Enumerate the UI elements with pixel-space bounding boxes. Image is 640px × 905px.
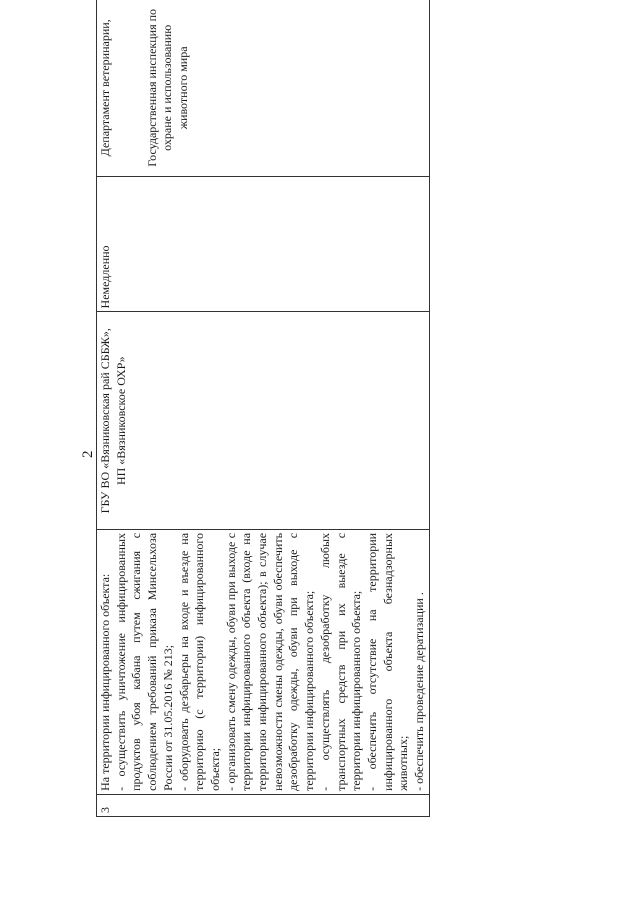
row-number-cell xyxy=(97,794,430,816)
executor-line: Государственная инспекция по охране и использованию животного мира xyxy=(144,8,191,167)
term-value: Немедленно xyxy=(98,245,112,309)
measure-item: - оборудовать дезбарьеры на входе и въезде на территорию (с территории) инфицированного объекта; xyxy=(176,532,222,791)
measure-item: - обеспечить проведение дератизации . xyxy=(412,592,427,791)
measure-item: - осуществить уничтожение инфицированных продуктов убоя кабана путем сжигания с соблюдением требований приказа Минсельхоза России от 31.05.2016 № 213; xyxy=(113,532,175,791)
measures-cell xyxy=(97,529,430,794)
term-cell xyxy=(97,176,430,312)
table-row xyxy=(97,0,430,817)
executors-cell xyxy=(97,0,430,176)
responsible-line: ГБУ ВО «Вязниковская рай СББЖ», xyxy=(98,328,112,514)
responsible-cell xyxy=(97,312,430,529)
measure-item: - осуществлять дезобработку любых транспортных средств при их выезде с территории инфицированного объекта; xyxy=(317,532,364,791)
executor-line: Департамент ветеринарии, xyxy=(98,19,112,157)
page-number: 2 xyxy=(80,450,96,458)
measure-item: - организовать смену одежды, обуви при выходе с территории инфицированного объекта (входе на территорию инфицированного объекта); в случае невозможности смены одежды, обуви обеспечить дезобработку одежды, обуви при выходе с территории инфицированного объекта; xyxy=(223,532,317,791)
responsible-line: НП «Вязниковское ОХР» xyxy=(113,356,128,486)
row-number: 3 xyxy=(98,807,112,813)
measures-intro: На территории инфицированного объекта: xyxy=(98,573,112,791)
measure-item: - обеспечить отсутствие на территории инфицированного объекта безнадзорных животных; xyxy=(364,532,411,791)
measures-table xyxy=(96,0,430,817)
